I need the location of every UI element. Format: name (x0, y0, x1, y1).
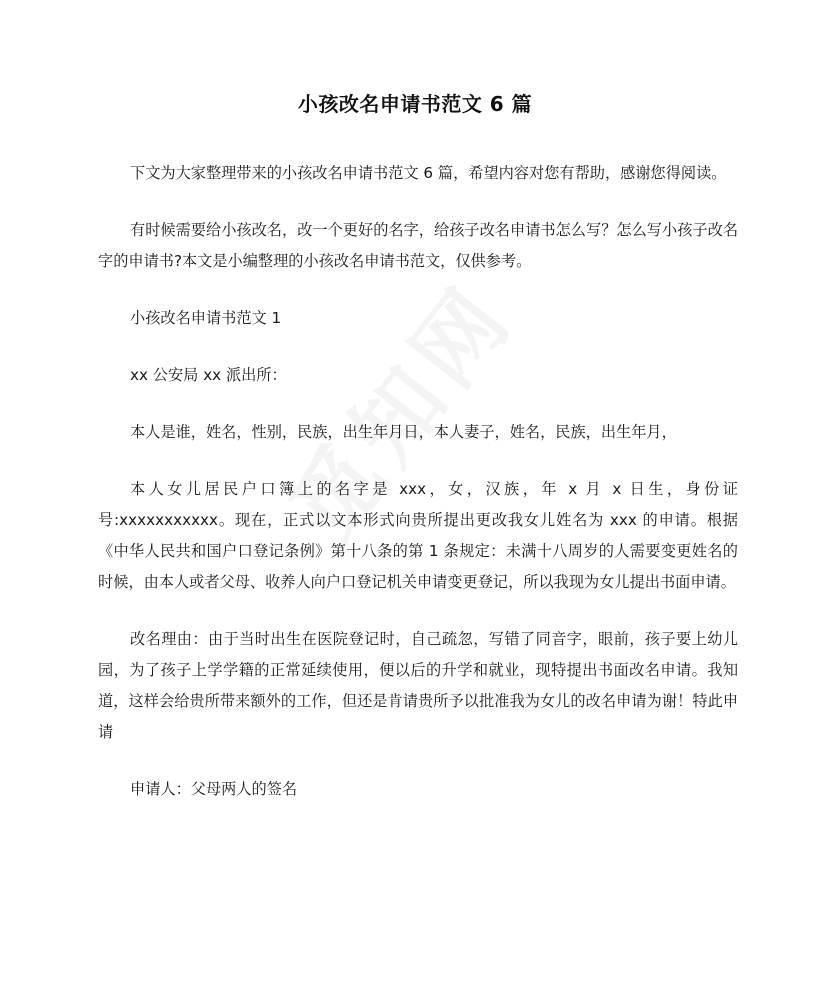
paragraph-request: 本人女儿居民户口簿上的名字是 xxx，女，汉族，年 x 月 x 日生，身份证号:xxxxxxxxxxx。现在，正式以文本形式向贵所提出更改我女儿姓名为 xxx 的申请。根据《中华人民共和国户口登记条例》第十八条的第 1 条规定：未满十八周岁的人需要变更姓名的时候，由本人或者父母、收养人向户口登记机关申请变更登记，所以我现为女儿提出书面申请。 (98, 480, 738, 591)
document-body (98, 158, 738, 805)
paragraph-addressee: xx 公安局 xx 派出所： (130, 366, 287, 384)
paragraph-overview: 有时候需要给小孩改名，改一个更好的名字，给孩子改名申请书怎么写？怎么写小孩子改名字的申请书?本文是小编整理的小孩改名申请书范文，仅供参考。 (98, 221, 738, 270)
paragraph-sample-heading: 小孩改名申请书范文 1 (130, 309, 282, 327)
page-title: 小孩改名申请书范文 6 篇 (297, 92, 533, 116)
paragraph-signature: 申请人：父母两人的签名 (130, 780, 298, 798)
paragraph-applicant-info: 本人是谁，姓名，性别，民族，出生年月日，本人妻子，姓名，民族，出生年月， (130, 423, 677, 441)
paragraph-reason: 改名理由：由于当时出生在医院登记时，自己疏忽，写错了同音字，眼前，孩子要上幼儿园，为了孩子上学学籍的正常延续使用，便以后的升学和就业，现特提出书面改名申请。我知道，这样会给贵所带来额外的工作，但还是肯请贵所予以批准我为女儿的改名申请为谢！特此申请 (98, 630, 738, 741)
paragraph-intro: 下文为大家整理带来的小孩改名申请书范文 6 篇，希望内容对您有帮助，感谢您得阅读。 (130, 164, 727, 182)
